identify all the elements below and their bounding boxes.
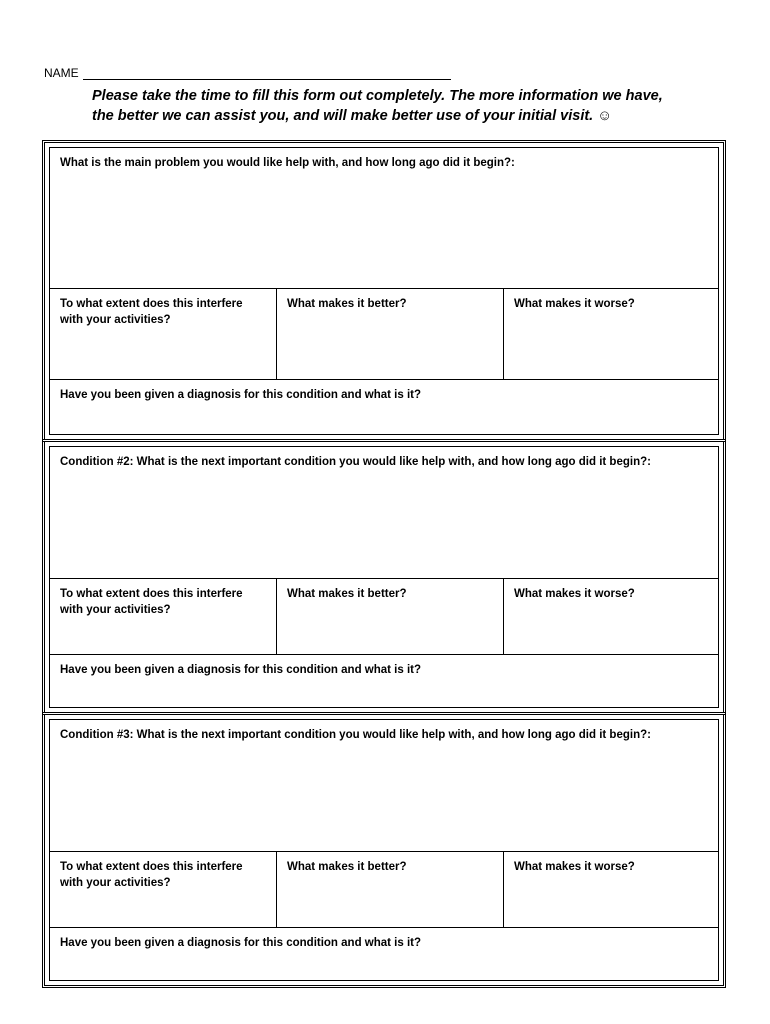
name-field-row	[44, 66, 451, 80]
main-problem-field[interactable]	[50, 720, 718, 851]
worse-field[interactable]	[504, 289, 718, 379]
interfere-label-line-2: with your activities?	[60, 604, 171, 616]
better-label: What makes it better?	[287, 298, 407, 310]
worse-label: What makes it worse?	[514, 861, 635, 873]
worse-field[interactable]	[504, 852, 718, 927]
interfere-field[interactable]	[50, 289, 276, 379]
main-problem-label: What is the main problem you would like help with, and how long ago did it begin?:	[60, 157, 515, 169]
worse-field[interactable]	[504, 579, 718, 654]
diagnosis-label: Have you been given a diagnosis for this condition and what is it?	[60, 389, 422, 401]
diagnosis-label: Have you been given a diagnosis for this condition and what is it?	[60, 937, 422, 949]
intro-line-1: Please take the time to fill this form out completely. The more information we have,	[92, 88, 663, 104]
intro-line-2: the better we can assist you, and will make better use of your initial visit. ☺	[92, 108, 613, 124]
interfere-label-line-1: To what extent does this interfere	[60, 861, 243, 873]
better-field[interactable]	[277, 852, 503, 927]
better-field[interactable]	[277, 579, 503, 654]
main-problem-label: Condition #2: What is the next important condition you would like help with, and how long ago did it begin?:	[60, 456, 651, 468]
interfere-label-line-2: with your activities?	[60, 877, 171, 889]
interfere-label-line-2: with your activities?	[60, 314, 171, 326]
intro-text	[92, 86, 732, 126]
better-field[interactable]	[277, 289, 503, 379]
main-problem-field[interactable]	[50, 148, 718, 288]
interfere-label-line-1: To what extent does this interfere	[60, 298, 243, 310]
interfere-label-line-1: To what extent does this interfere	[60, 588, 243, 600]
better-label: What makes it better?	[287, 588, 407, 600]
better-label: What makes it better?	[287, 861, 407, 873]
diagnosis-label: Have you been given a diagnosis for this condition and what is it?	[60, 664, 422, 676]
interfere-field[interactable]	[50, 852, 276, 927]
diagnosis-field[interactable]	[50, 655, 718, 707]
name-label: NAME	[44, 66, 79, 80]
interfere-field[interactable]	[50, 579, 276, 654]
main-problem-field[interactable]	[50, 447, 718, 578]
condition-section-2	[42, 439, 726, 715]
diagnosis-field[interactable]	[50, 928, 718, 980]
worse-label: What makes it worse?	[514, 298, 635, 310]
diagnosis-field[interactable]	[50, 380, 718, 434]
condition-section-1	[42, 140, 726, 442]
main-problem-label: Condition #3: What is the next important condition you would like help with, and how long ago did it begin?:	[60, 729, 651, 741]
name-input-line[interactable]	[83, 67, 451, 80]
condition-section-3	[42, 712, 726, 988]
worse-label: What makes it worse?	[514, 588, 635, 600]
